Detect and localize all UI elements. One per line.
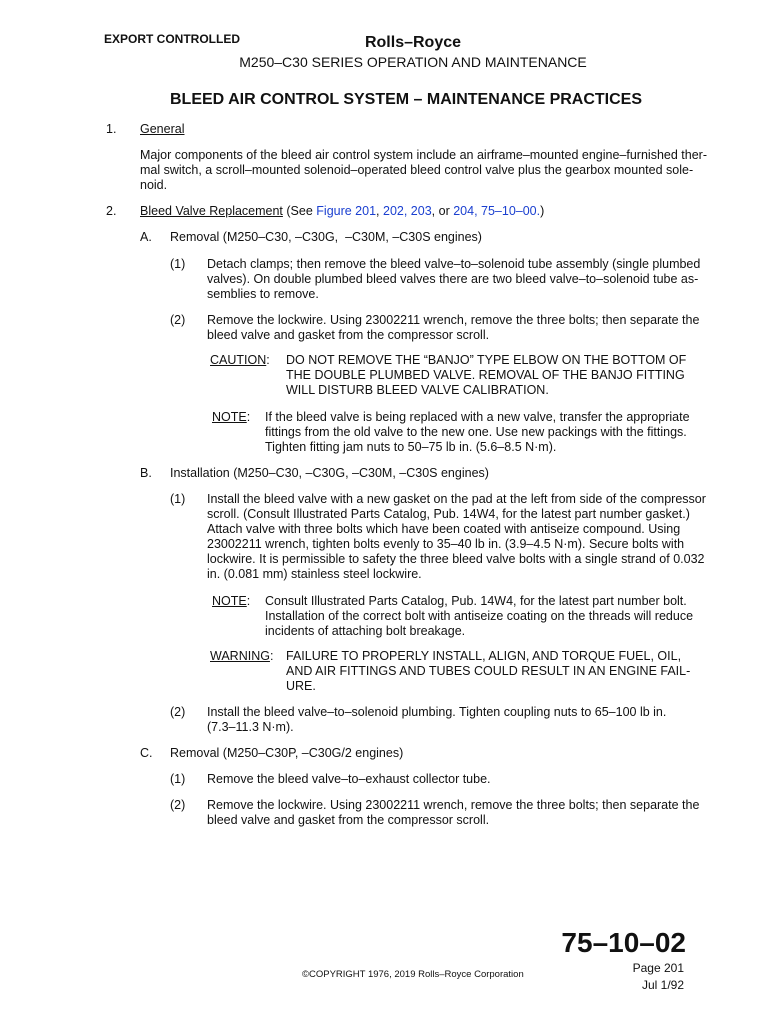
step-c1-text [207,772,491,787]
ref-open: (See [282,204,317,218]
subsection-c-heading: Removal (M250–C30P, –C30G/2 engines) [170,746,404,760]
ref-comma: , [376,204,383,218]
paragraph-line: noid. [140,178,168,192]
subsection-b-heading: Installation (M250–C30, –C30G, –C30M, –C30S engines) [170,466,489,480]
note-a-label: NOTE: [212,410,251,424]
paragraph-line: Remove the lockwire. Using 23002211 wrench, remove the three bolts; then separate the [207,798,700,812]
paragraph-line: Installation of the correct bolt with antiseize coating on the threads will reduce [265,609,694,623]
company-name: Rolls–Royce [364,34,462,51]
paragraph-line: THE DOUBLE PLUMBED VALVE. REMOVAL OF THE BANJO FITTING [286,368,685,382]
paragraph-line: DO NOT REMOVE THE “BANJO” TYPE ELBOW ON THE BOTTOM OF [286,353,687,367]
figure-204-link[interactable]: 204, 75–10–00. [453,204,541,218]
step-c2-label: (2) [170,798,186,812]
figure-202-203-link[interactable]: 202, 203 [383,204,432,218]
note-b-text [265,594,693,639]
paragraph-line: (7.3–11.3 N·m). [207,720,294,734]
subsection-b-label: B. [140,466,152,480]
step-b1-text [207,492,706,582]
paragraph-line: 23002211 wrench, tighten bolts evenly to 35–40 lb in. (3.9–4.5 N·m). Secure bolts with [207,537,685,551]
step-c1-label: (1) [170,772,186,786]
paragraph-line: in. (0.081 mm) stainless steel lockwire. [207,567,422,581]
paragraph-line: scroll. (Consult Illustrated Parts Catalog, Pub. 14W4, for the latest part number gasket.) [207,507,690,521]
step-a1-text [207,257,700,302]
caution-label: CAUTION: [210,353,270,367]
step-b2-text [207,705,666,735]
step-a2-label: (2) [170,313,186,327]
section-2-heading: Bleed Valve Replacement [140,204,283,218]
paragraph-line: Install the bleed valve–to–solenoid plumbing. Tighten coupling nuts to 65–100 lb in. [207,705,667,719]
paragraph-line: Tighten fitting jam nuts to 50–75 lb in. (5.6–8.5 N·m). [265,440,557,454]
step-b1-label: (1) [170,492,186,506]
section-2-heading-line [140,204,544,219]
paragraph-line: incidents of attaching bolt breakage. [265,624,466,638]
paragraph-line: If the bleed valve is being replaced with a new valve, transfer the appropriate [265,410,690,424]
copyright-notice: ©COPYRIGHT 1976, 2019 Rolls–Royce Corporation [302,969,524,980]
paragraph-line: bleed valve and gasket from the compressor scroll. [207,813,490,827]
page-number: Page 201 [632,961,684,975]
paragraph-line: fittings from the old valve to the new one. Use new packings with the fittings. [265,425,687,439]
subsection-c-label: C. [140,746,153,760]
paragraph-line: AND AIR FITTINGS AND TUBES COULD RESULT IN AN ENGINE FAIL- [286,664,691,678]
subsection-a-heading: Removal (M250–C30, –C30G, –C30M, –C30S engines) [170,230,482,244]
ref-close: ) [540,204,545,218]
paragraph-line: bleed valve and gasket from the compressor scroll. [207,328,490,342]
caution-text [286,353,686,398]
step-c2-text [207,798,699,828]
manual-series-title: M250–C30 SERIES OPERATION AND MAINTENANCE [239,54,587,70]
note-a-text [265,410,690,455]
paragraph-line: lockwire. It is permissible to safety the three bleed valve bolts with a single strand of 0.032 [207,552,705,566]
paragraph-line: WILL DISTURB BLEED VALVE CALIBRATION. [286,383,549,397]
figure-201-link[interactable]: Figure 201 [316,204,377,218]
paragraph-line: Remove the bleed valve–to–exhaust collector tube. [207,772,491,786]
step-b2-label: (2) [170,705,186,719]
paragraph-line: Install the bleed valve with a new gasket on the pad at the left from side of the compressor [207,492,706,506]
note-b-label: NOTE: [212,594,251,608]
paragraph-line: mal switch, a scroll–mounted solenoid–operated bleed control valve plus the gearbox mounted sole- [140,163,694,177]
warning-label: WARNING: [210,649,274,663]
paragraph-line: Major components of the bleed air control system include an airframe–mounted engine–furnished ther- [140,148,707,162]
step-a1-label: (1) [170,257,186,271]
section-2-number: 2. [106,204,117,218]
step-a2-text [207,313,699,343]
subsection-a-label: A. [140,230,152,244]
section-1-number: 1. [106,122,117,136]
page-title: BLEED AIR CONTROL SYSTEM – MAINTENANCE PRACTICES [169,91,643,108]
document-number: 75–10–02 [561,927,686,958]
warning-text [286,649,690,694]
paragraph-line: Attach valve with three bolts which have been coated with antiseize compound. Using [207,522,681,536]
paragraph-line: URE. [286,679,316,693]
ref-or: , or [431,204,454,218]
paragraph-line: semblies to remove. [207,287,319,301]
page-date: Jul 1/92 [641,978,684,992]
section-1-heading: General [140,122,185,136]
paragraph-line: Detach clamps; then remove the bleed valve–to–solenoid tube assembly (single plumbed [207,257,701,271]
paragraph-line: Remove the lockwire. Using 23002211 wrench, remove the three bolts; then separate the [207,313,700,327]
paragraph-line: FAILURE TO PROPERLY INSTALL, ALIGN, AND TORQUE FUEL, OIL, [286,649,682,663]
section-1-paragraph [140,148,707,193]
paragraph-line: Consult Illustrated Parts Catalog, Pub. 14W4, for the latest part number bolt. [265,594,687,608]
export-controlled-label: EXPORT CONTROLLED [104,32,241,46]
paragraph-line: valves). On double plumbed bleed valves there are two bleed valve–to–solenoid tube as- [207,272,699,286]
